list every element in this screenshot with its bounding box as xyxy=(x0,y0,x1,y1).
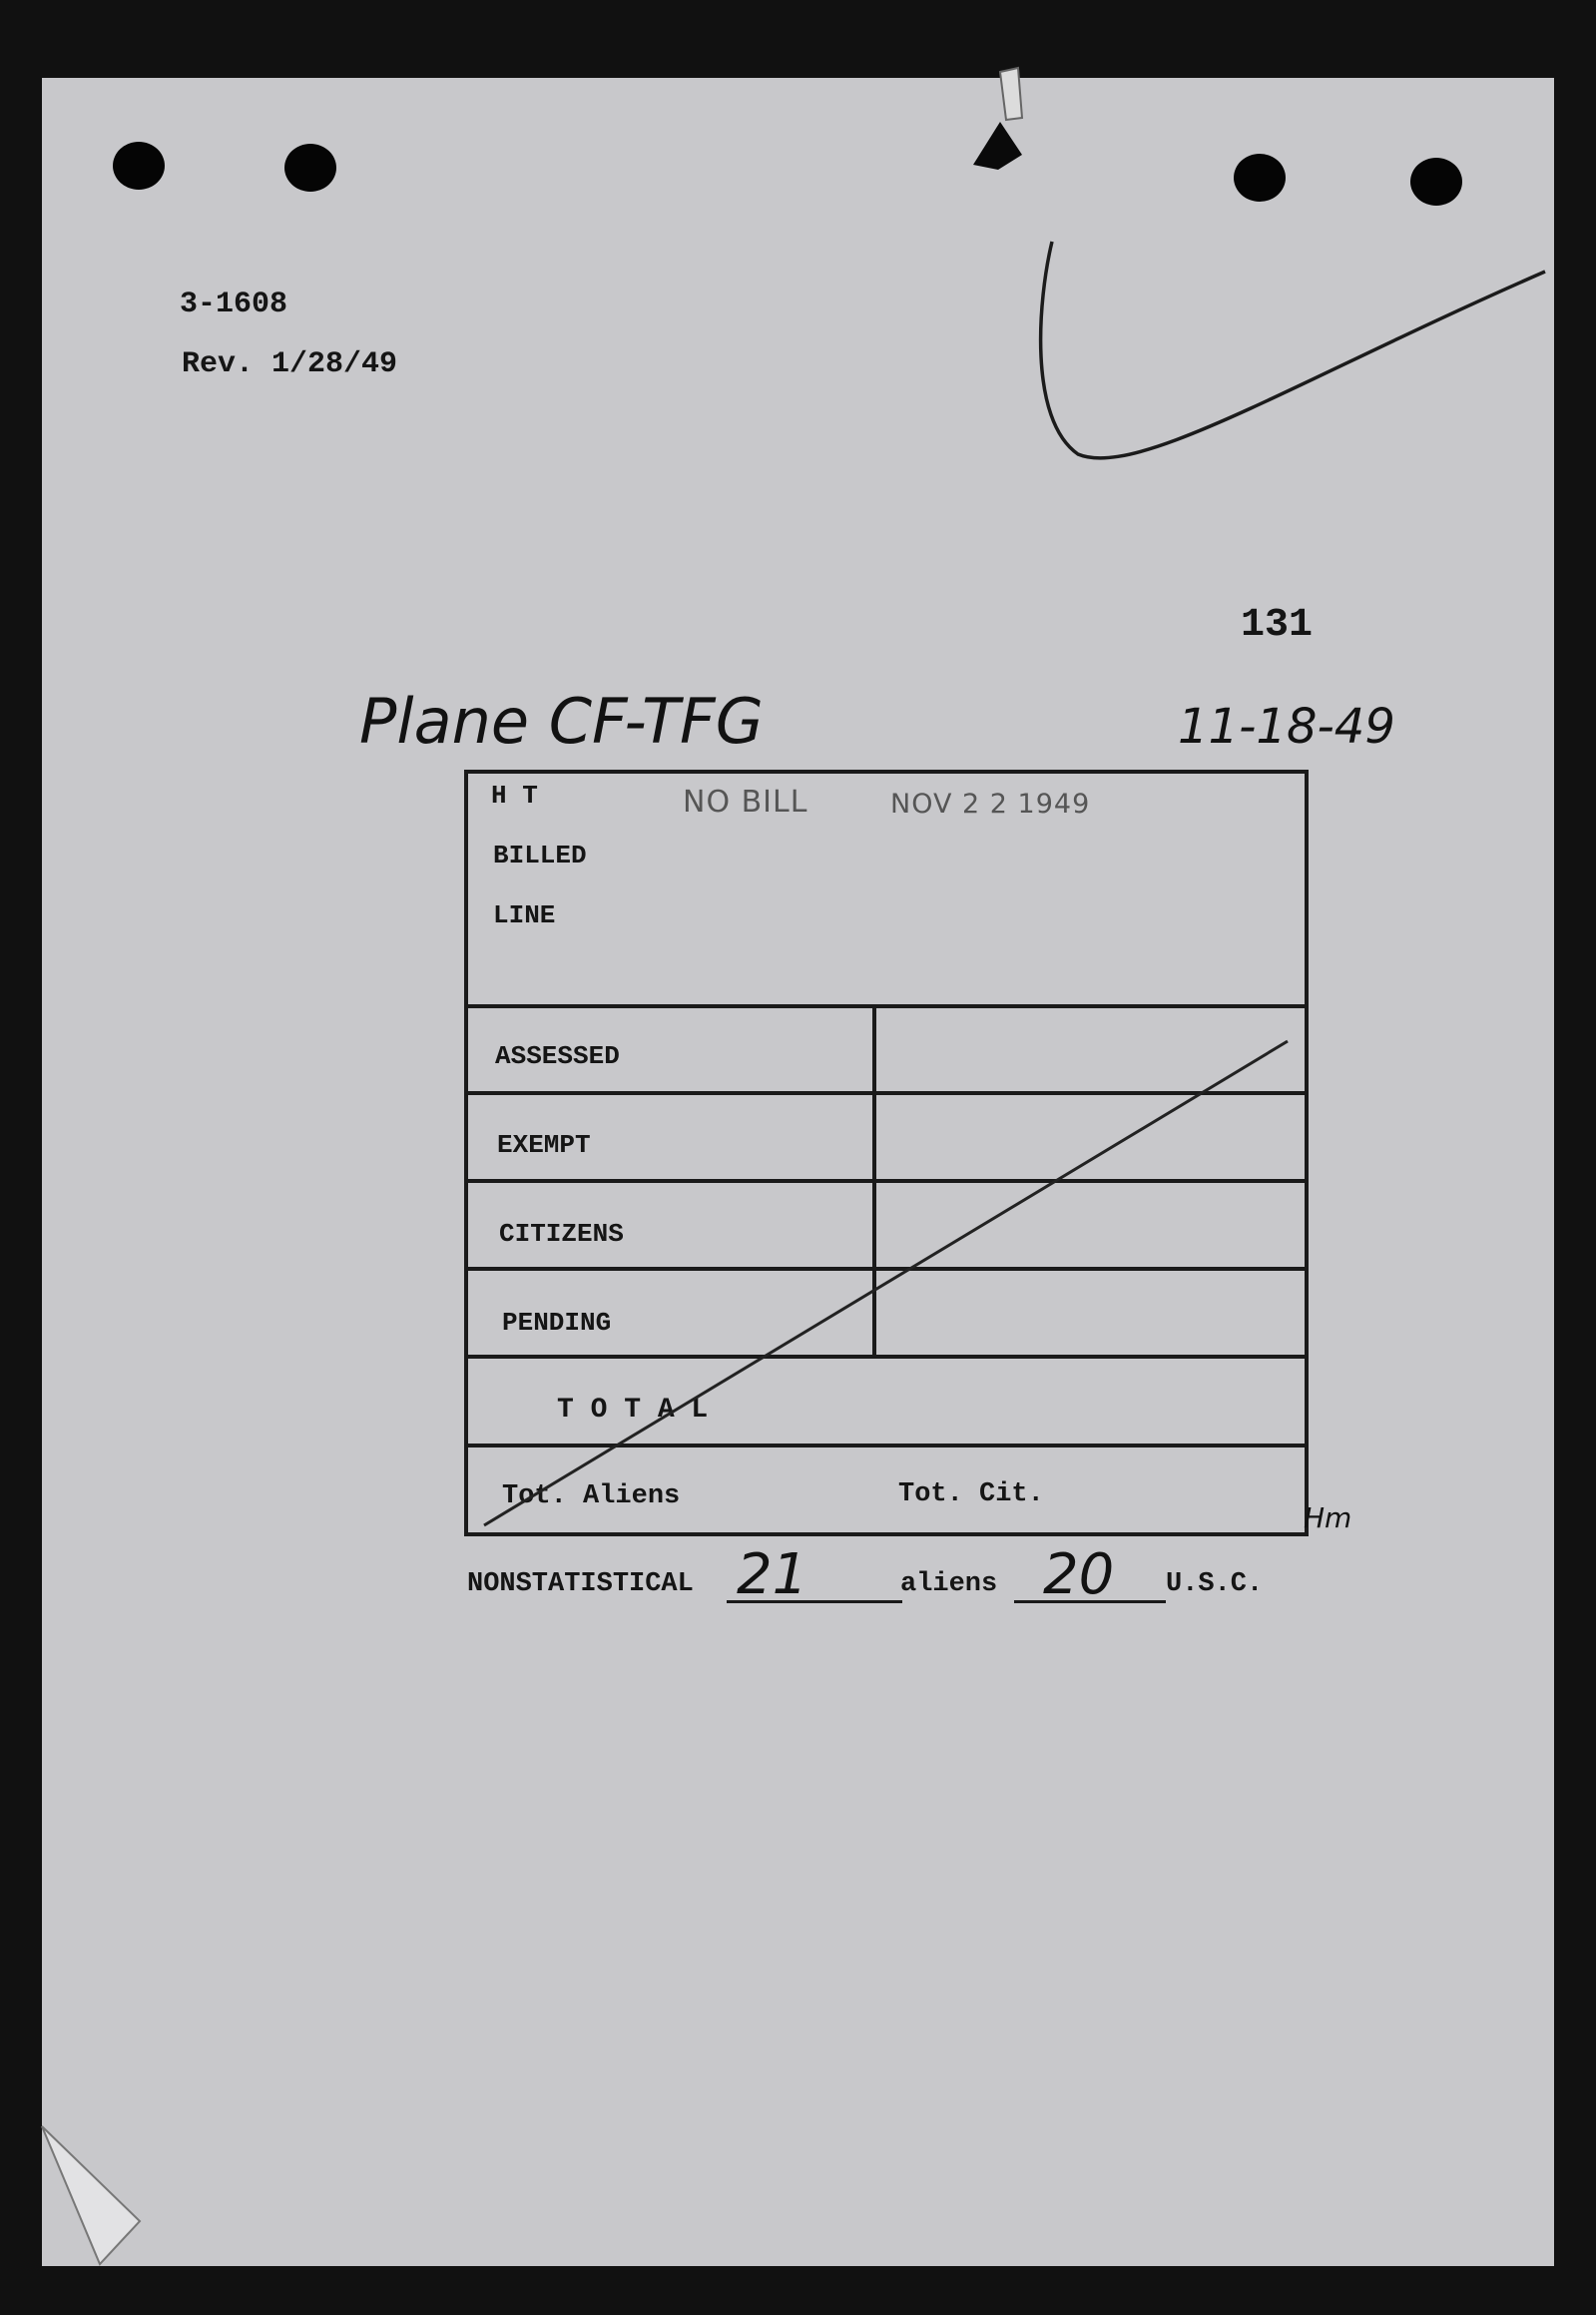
staple-mark xyxy=(973,122,1022,170)
folded-corner xyxy=(42,2126,140,2264)
label-aliens: aliens xyxy=(900,1569,998,1599)
staple-top xyxy=(1000,68,1022,120)
date-stamp: NOV 2 2 1949 xyxy=(890,789,1091,820)
form-revision: Rev. 1/28/49 xyxy=(182,347,398,381)
label-pending: PENDING xyxy=(502,1308,612,1338)
form-number: 3-1608 xyxy=(180,288,288,321)
label-total: T O T A L xyxy=(557,1395,709,1426)
label-tot-aliens: Tot. Aliens xyxy=(502,1481,681,1511)
no-bill-stamp: NO BILL xyxy=(683,785,808,820)
page-number: 131 xyxy=(1241,603,1314,648)
label-usc: U.S.C. xyxy=(1166,1569,1264,1599)
plane-handwriting: Plane CF-TFG xyxy=(359,685,764,758)
date-handwriting: 11-18-49 xyxy=(1178,699,1395,755)
label-citizens: CITIZENS xyxy=(499,1219,624,1249)
usc-count: 20 xyxy=(1043,1542,1115,1607)
label-nonstatistical: NONSTATISTICAL xyxy=(467,1569,694,1599)
nonstatistical-count: 21 xyxy=(737,1542,808,1607)
label-tot-cit: Tot. Cit. xyxy=(898,1479,1044,1509)
label-assessed: ASSESSED xyxy=(495,1041,620,1071)
label-billed: BILLED xyxy=(493,841,587,870)
label-exempt: EXEMPT xyxy=(497,1130,591,1160)
label-line: LINE xyxy=(493,900,556,930)
hook-pen-stroke xyxy=(1041,242,1545,458)
diagonal-strike-line xyxy=(484,1041,1288,1525)
label-ht: H T xyxy=(491,781,538,811)
initials-handwriting: Hm xyxy=(1304,1501,1352,1534)
